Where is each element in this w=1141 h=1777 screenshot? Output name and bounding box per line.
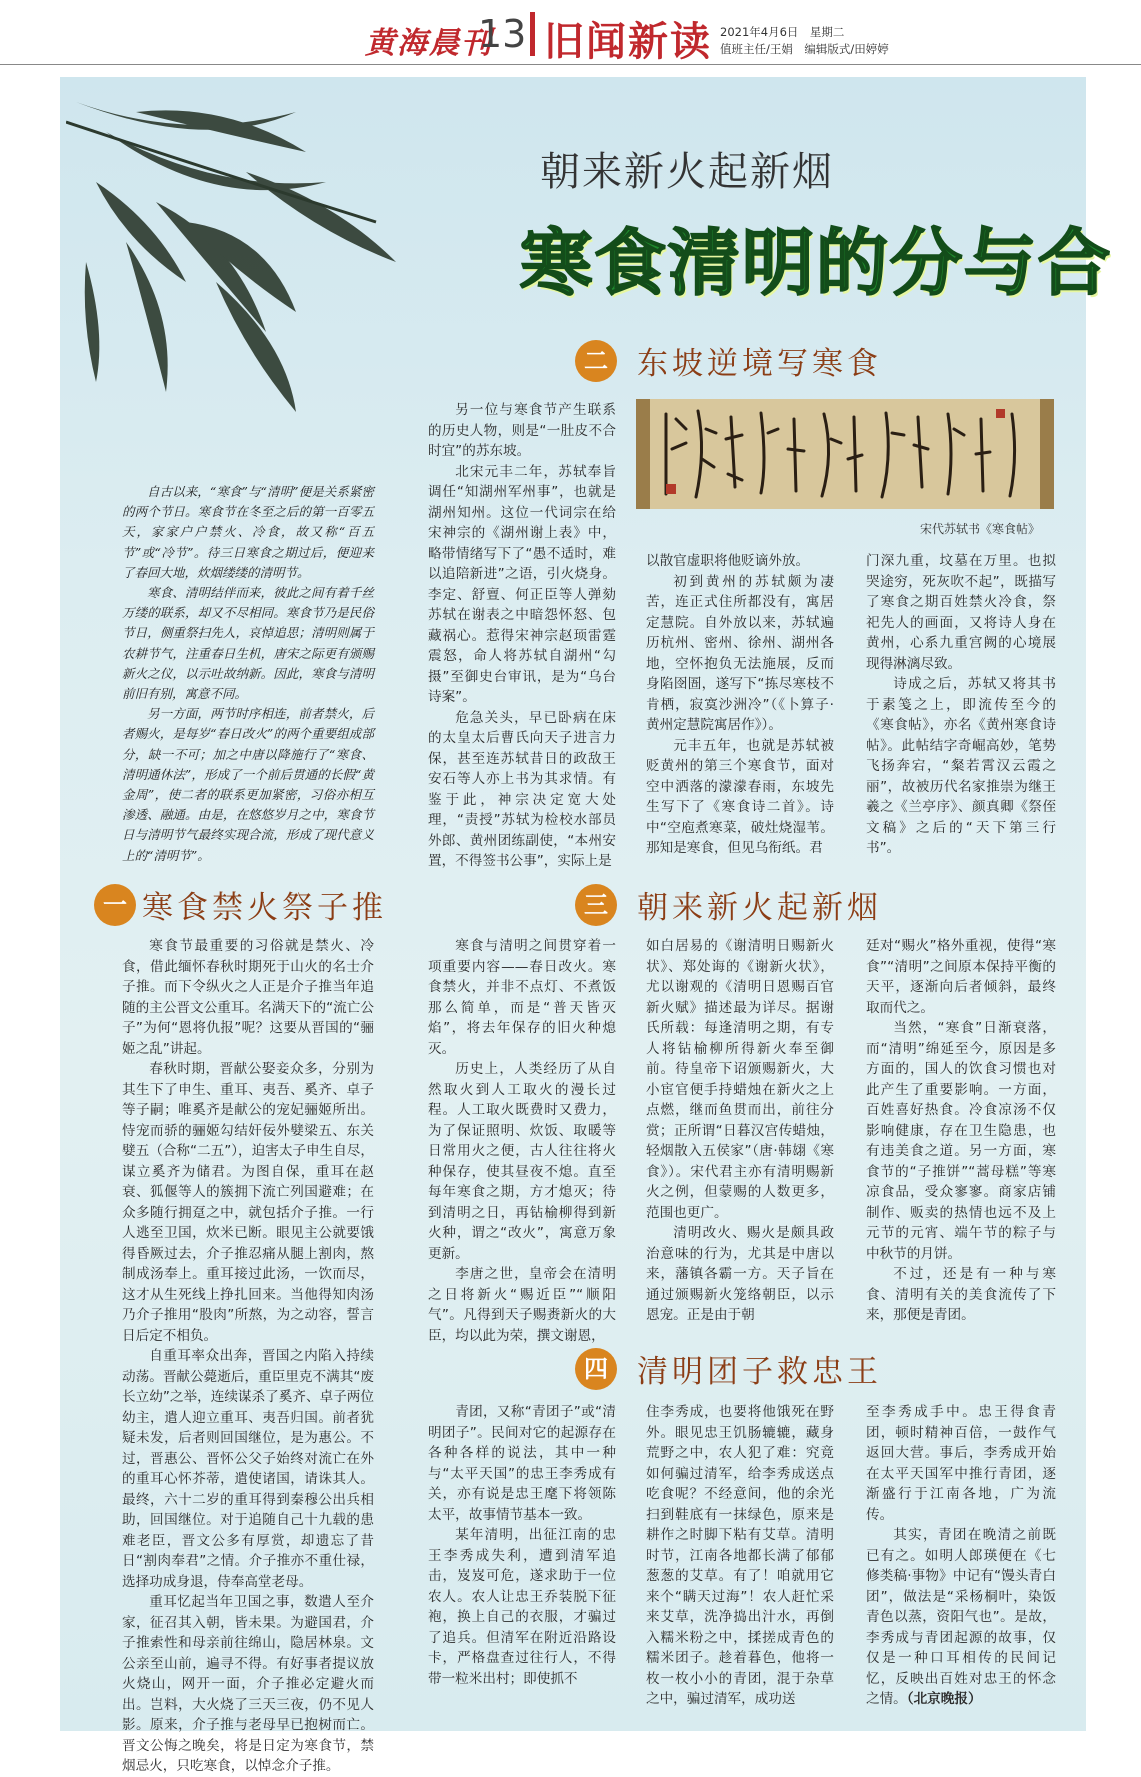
intro-text [122, 482, 374, 866]
sec3-column-1 [428, 936, 616, 1346]
paragraph: 以散官虚职将他贬谪外放。 [646, 553, 810, 569]
paragraph: 门深九重，坟墓在万里。也拟哭途穷，死灰吹不起”，既描写了寒食之期百姓禁火冷食，祭祀先人的画面，又将诗人身在黄州，心系九重宫阙的心境展现得淋漓尽致。 [866, 553, 1056, 672]
paragraph: 自重耳率众出奔，晋国之内陷入持续动荡。晋献公薨逝后，重臣里克不满其“废长立幼”之举，连续谋杀了奚齐、卓子两位幼主，遣人迎立重耳、夷吾归国。前者犹疑未发，后者则回国继位，是为惠公。不过，晋惠公、晋怀公父子始终对流亡在外的重耳心怀芥蒂，遣使诸国，请诛其人。最终，六十二岁的重耳得到秦穆公出兵相助，回国继位。对于追随自己十九载的患难老臣，晋文公多有厚赏，却遗忘了昔日“割肉奉君”之情。介子推亦不重仕禄，选择功成身退，侍奉高堂老母。 [122, 1348, 374, 1590]
section-number-badge: 三 [575, 884, 617, 926]
paragraph: 清明改火、赐火是颇具政治意味的行为，尤其是中唐以来，藩镇各霸一方。天子旨在通过颁赐新火笼络朝臣，以示恩宠。正是由于朝 [646, 1225, 834, 1323]
sec3-column-3 [866, 936, 1056, 1326]
paragraph [866, 1525, 1056, 1710]
paragraph: 重耳忆起当年卫国之事，数遣人至介家，征召其入朝，皆未果。为避国君，介子推索性和母亲前往绵山，隐居林泉。文公亲至山前，遍寻不得。有好事者提议放火烧山，网开一面，介子推必定避火而出。岂料，大火烧了三天三夜，仍不见人影。原来，介子推与老母早已抱树而亡。晋文公悔之晚矣，将是日定为寒食节，禁烟忌火，只吃寒食，以悼念介子推。 [122, 1594, 374, 1774]
date-line: 2021年4月6日 星期二 [720, 25, 845, 39]
paragraph: 不过，还是有一种与寒食、清明有关的美食流传了下来，那便是青团。 [866, 1266, 1056, 1323]
paragraph: 青团，又称“青团子”或“清明团子”。民间对它的起源存在各种各样的说法，其中一种与“太平天国”的忠王李秀成有关，亦有说是忠王麾下将领陈太平，故事情节基本一致。 [428, 1404, 616, 1523]
intro-paragraph: 寒食、清明结伴而来，彼此之间有着千丝万缕的联系，却又不尽相同。寒食节乃是民俗节日，侧重祭扫先人，哀悼追思；清明则属于农耕节气，注重春日生机，唐宋之际更有颁赐新火之仪，以示吐故纳新。因此，寒食与清明前旧有别，寓意不同。 [122, 585, 374, 702]
paragraph: 如白居易的《谢清明日赐新火状》、郑处诲的《谢新火状》，尤以谢观的《清明日恩赐百官新火赋》描述最为详尽。据谢氏所载：每逢清明之期，有专人将钻榆柳所得新火奉至御前。待皇帝下诏颁赐新火，大小宦官便手持蜡烛在新火之上点燃，继而鱼贯而出，前往分赏；正所谓“日暮汉宫传蜡烛，轻烟散入五侯家”（唐·韩翃《寒食》）。宋代君主亦有清明赐新火之例，但蒙赐的人数更多，范围也更广。 [646, 938, 834, 1221]
section-heading: 清明团子救忠王 [637, 1354, 882, 1390]
sec4-column-1 [428, 1402, 616, 1689]
paragraph: 诗成之后，苏轼又将其书于素笺之上，即流传至今的《寒食帖》，亦名《黄州寒食诗帖》。此帖结字奇崛高妙，笔势飞扬奔宕，“粲若霄汉云霞之丽”，故被历代名家推崇为继王羲之《兰亭序》、颜真卿《祭侄文稿》之后的“天下第三行书”。 [866, 676, 1056, 856]
sec2-column-3 [866, 551, 1056, 859]
paragraph: 当然，“寒食”日渐衰落，而“清明”绵延至今，原因是多方面的，国人的饮食习惯也对此产生了重要影响。一方面，百姓喜好热食。冷食凉汤不仅影响健康，存在卫生隐患，也有违美食之道。另一方面，寒食节的“子推饼”“蒿母糕”等寒凉食品，受众寥寥。商家店铺制作、贩卖的热情也远不及上元节的元宵、端午节的粽子与中秋节的月饼。 [866, 1020, 1056, 1262]
calligraphy-image [636, 399, 1054, 509]
sec2-column-1 [428, 400, 616, 872]
masthead-divider [530, 12, 535, 56]
paragraph: 元丰五年，也就是苏轼被贬黄州的第三个寒食节，面对空中洒落的濛濛春雨，东坡先生写下了《寒食诗二首》。诗中“空庖煮寒菜，破灶烧湿苇。那知是寒食，但见乌衔纸。君 [646, 737, 834, 856]
paragraph: 初到黄州的苏轼颇为凄苦，连正式住所都没有，寓居定慧院。自外放以来，苏轼遍历杭州、密州、徐州、湖州各地，空怀抱负无法施展，反而身陷囹圄，遂写下“拣尽寒枝不肯栖，寂寞沙洲冷”（《卜算子·黄州定慧院寓居作》）。 [646, 573, 834, 733]
paragraph: 另一位与寒食节产生联系的历史人物，则是“一肚皮不合时宜”的苏东坡。 [428, 402, 616, 459]
paragraph-text: 其实，青团在晚清之前既已有之。如明人郎瑛便在《七修类稿·事物》中记有“馒头青白团”，做法是“采杨桐叶，染饭青色以蒸，资阳气也”。是故，李秀成与青团起源的故事，仅仅是一种口耳相传的民间记忆，反映出百姓对忠王的怀念之情。 [866, 1527, 1056, 1707]
bamboo-illustration [66, 82, 466, 482]
paragraph: 历史上，人类经历了从自然取火到人工取火的漫长过程。人工取火既费时又费力，为了保证照明、炊饭、取暖等日常用火之便，古人往往将火种保存，使其昼夜不熄。直至每年寒食之期，方才熄灭；待到清明之日，再钻榆柳得到新火种，谓之“改火”，寓意万象更新。 [428, 1061, 616, 1262]
intro-paragraph: 另一方面，两节时序相连，前者禁火，后者赐火，是每岁“春日改火”的两个重要组成部分，缺一不可；加之中唐以降施行了“寒食、清明通休法”，形成了一个前后贯通的长假“黄金周”，使二者的联系更加紧密，习俗亦相互渗透、融通。由是，在悠悠岁月之中，寒食节日与清明节气最终实现合流，形成了现代意义上的“清明节”。 [122, 706, 374, 863]
section-title: 旧闻新读 [544, 18, 712, 65]
sec4-column-3 [866, 1402, 1056, 1710]
sub-headline: 朝来新火起新烟 [540, 149, 834, 195]
section-heading: 朝来新火起新烟 [637, 890, 882, 926]
paragraph: 春秋时期，晋献公娶妾众多，分别为其生下了申生、重耳、夷吾、奚齐、卓子等子嗣；唯奚齐是献公的宠妃骊姬所出。恃宠而骄的骊姬勾结奸佞外嬖梁五、东关嬖五（合称“二五”），迫害太子申生自尽，谋立奚齐为储君。为图自保，重耳在赵衰、狐偃等人的簇拥下流亡列国避难；在众多随行拥趸之中，就包括介子推。一行人逃至卫国，炊米已断。眼见主公就要饿得昏厥过去，介子推忍痛从腿上割肉，熬制成汤奉上。重耳接过此汤，一饮而尽，这才从生死线上挣扎回来。当他得知肉汤乃介子推用“股肉”所熬，为之动容，誓言日后定不相负。 [122, 1061, 374, 1344]
paragraph: 廷对“赐火”格外重视，使得“寒食”“清明”之间原本保持平衡的天平，逐渐向后者倾斜，最终取而代之。 [866, 938, 1056, 1016]
sec2-column-2 [646, 551, 834, 859]
paragraph: 李唐之世，皇帝会在清明之日将新火“赐近臣”“顺阳气”。凡得到天子赐赉新火的大臣，均以此为荣，撰文谢恩， [428, 1266, 616, 1344]
section-number-badge: 二 [575, 340, 617, 382]
brand-logo: 黄海晨刊 [365, 26, 493, 61]
sec3-column-2 [646, 936, 834, 1326]
image-caption: 宋代苏轼书《寒食帖》 [920, 522, 1041, 536]
section-heading: 东坡逆境写寒食 [637, 346, 882, 382]
intro-paragraph: 自古以来，“寒食”与“清明”便是关系紧密的两个节日。寒食节在冬至之后的第一百零五天，家家户户禁火、冷食，故又称“百五节”或“冷节”。待三日寒食之期过后，便迎来了春回大地，炊烟缕缕的清明节。 [122, 484, 374, 580]
paragraph: 住李秀成，也要将他饿死在野外。眼见忠王饥肠辘辘，藏身荒野之中，农人犯了难：究竟如何骗过清军，给李秀成送点吃食呢？不经意间，他的余光扫到鞋底有一抹绿色，原来是耕作之时脚下粘有艾草。清明时节，江南各地都长满了郁郁葱葱的艾草。有了！咱就用它来个“瞒天过海”！农人赶忙采来艾草，洗净捣出汁水，再倒入糯米粉之中，揉搓成青色的糯米团子。趁着暮色，他将一枚一枚小小的青团，混于杂草之中，骗过清军，成功送 [646, 1404, 834, 1707]
paragraph: 至李秀成手中。忠王得食青团，顿时精神百倍，一鼓作气返回大营。事后，李秀成开始在太平天国军中推行青团，逐渐盛行于江南各地，广为流传。 [866, 1404, 1056, 1523]
page-number: 13 [478, 12, 527, 56]
section-heading: 寒食禁火祭子推 [142, 890, 387, 926]
masthead-info [720, 24, 889, 58]
sec4-column-2 [646, 1402, 834, 1710]
masthead [0, 0, 1141, 65]
paragraph: 北宋元丰二年，苏轼奉旨调任“知湖州军州事”，也就是湖州知州。这位一代词宗在给宋神宗的《湖州谢上表》中，略带情绪写下了“愚不适时，难以追陪新进”之语，引火烧身。李定、舒亶、何正臣等人弹劾苏轼在谢表之中暗怨怀怒、包藏祸心。惹得宋神宗赵顼雷霆震怒，命人将苏轼自湖州“勾摄”至御史台审讯，是为“乌台诗案”。 [428, 463, 616, 705]
paragraph: 寒食节最重要的习俗就是禁火、冷食，借此缅怀春秋时期死于山火的名士介子推。而下令纵火之人正是介子推当年追随的主公晋文公重耳。名满天下的“流亡公子”为何“恩将仇报”呢？这要从晋国的“骊姬之乱”讲起。 [122, 938, 374, 1057]
section-number-badge: 四 [575, 1348, 617, 1390]
editor-line: 值班主任/王娟 编辑版式/田婷婷 [720, 42, 889, 56]
main-headline: 寒食清明的分与合 [520, 220, 1113, 305]
sec1-column [122, 936, 374, 1777]
source-credit: （北京晚报） [906, 1691, 982, 1707]
paragraph: 寒食与清明之间贯穿着一项重要内容——春日改火。寒食禁火，并非不点灯、不煮饭那么简单，而是“普天皆灭焰”，将去年保存的旧火种熄灭。 [428, 938, 616, 1057]
section-number-badge: 一 [94, 884, 136, 926]
paragraph: 某年清明，出征江南的忠王李秀成失利，遭到清军追击，岌岌可危，遂求助于一位农人。农人让忠王乔装脱下征袍，换上自己的衣服，才骗过了追兵。但清军在附近沿路设卡，严格盘查过往行人，不得带一粒米出村；即使抓不 [428, 1527, 616, 1687]
paragraph: 危急关头，早已卧病在床的太皇太后曹氏向天子进言力保，甚至连苏轼昔日的政敌王安石等人亦上书为其求情。有鉴于此，神宗决定宽大处理，“责授”苏轼为检校水部员外郎、黄州团练副使，“本州安置，不得签书公事”，实际上是 [428, 709, 616, 869]
